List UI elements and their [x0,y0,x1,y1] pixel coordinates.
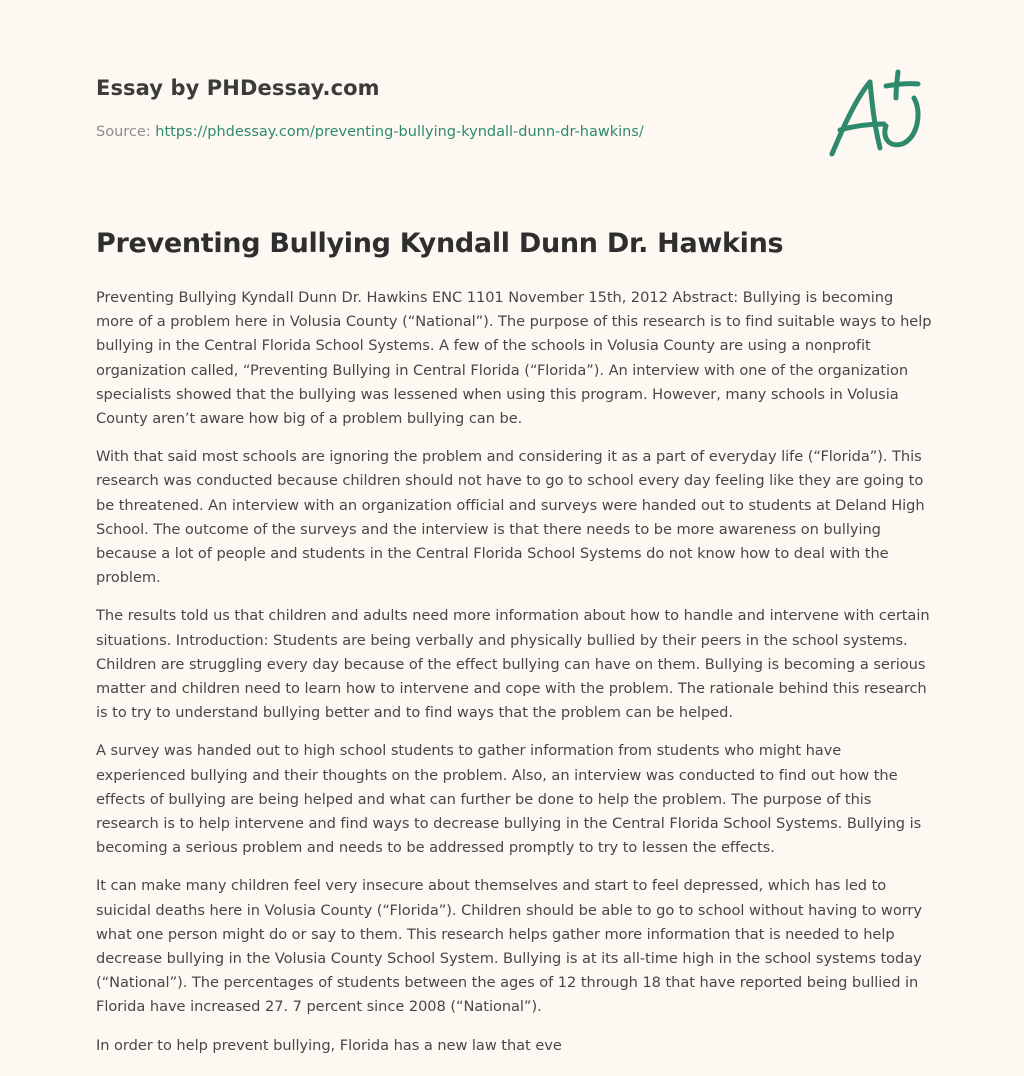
essay-paragraph: With that said most schools are ignoring the problem and considering it as a part of everyday life (“Florida”). This research was conducted because children should not have to go to school every day feeling like they are going to be threatened. An interview with an organization official and surveys were handed out to students at Deland High School. The outcome of the surveys and the interview is that there needs to be more awareness on bullying because a lot of people and students in the Central Florida School Systems do not know how to deal with the problem. [96,448,925,587]
a-plus-grade-icon [826,68,926,164]
essay-paragraph: It can make many children feel very insecure about themselves and start to feel depressed, which has led to suicidal deaths here in Volusia County (“Florida”). Children should be able to go to school without having to worry what one person might do or say to them. This research helps gather more information that is needed to help decrease bullying in the Volusia County School System. Bullying is at its all-time high in the school systems today (“National”). The percentages of students between the ages of 12 through 18 that have reported being bullied in Florida have increased 27. 7 percent since 2008 (“National”). [96,877,922,1016]
essay-paragraph: In order to help prevent bullying, Florida has a new law that eve [96,1036,562,1054]
essay-paragraph: The results told us that children and adults need more information about how to handle and intervene with certain situations. Introduction: Students are being verbally and physically bullied by their peers in the school systems. Children are struggling every day because of the effect bullying can have on them. Bullying is becoming a serious matter and children need to learn how to intervene and cope with the problem. The rationale behind this research is to try to understand bullying better and to find ways that the problem can be helped. [96,607,930,722]
site-brand: Essay by PHDessay.com [96,76,380,100]
essay-body [96,286,932,1072]
source-line [96,124,644,140]
essay-header [96,76,928,196]
essay-paragraph: Preventing Bullying Kyndall Dunn Dr. Hawkins ENC 1101 November 15th, 2012 Abstract: Bullying is becoming more of a problem here in Volusia County (“National”). The purpose of this research is to find suitable ways to help bullying in the Central Florida School Systems. A few of the schools in Volusia County are using a nonprofit organization called, “Preventing Bullying in Central Florida (“Florida”). An interview with one of the organization specialists showed that the bullying was lessened when using this program. However, many schools in Volusia County aren’t aware how big of a problem bullying can be. [96,289,932,428]
essay-paragraph: A survey was handed out to high school students to gather information from students who might have experienced bullying and their thoughts on the problem. Also, an interview was conducted to find out how the effects of bullying are being helped and what can further be done to help the problem. The purpose of this research is to help intervene and find ways to decrease bullying in the Central Florida School Systems. Bullying is becoming a serious problem and needs to be addressed promptly to try to lessen the effects. [96,742,922,857]
source-link[interactable]: https://phdessay.com/preventing-bullying-kyndall-dunn-dr-hawkins/ [155,124,644,140]
essay-title: Preventing Bullying Kyndall Dunn Dr. Hawkins [96,228,784,259]
source-label: Source: [96,124,156,140]
